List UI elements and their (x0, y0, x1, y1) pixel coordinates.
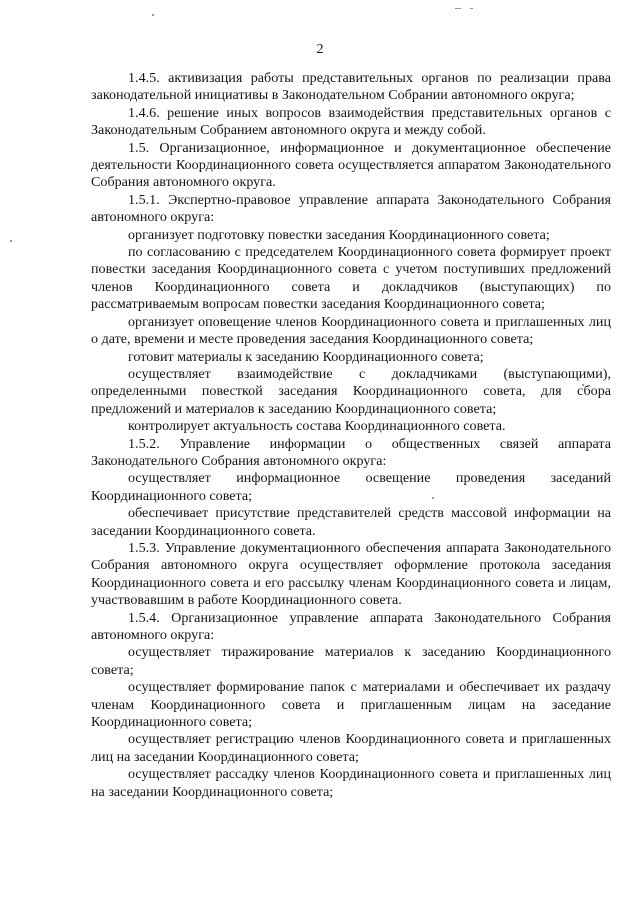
paragraph: осуществляет рассадку членов Координационного совета и приглашенных лиц на заседании Координационного совета; (91, 766, 611, 800)
scan-mark (470, 8, 473, 9)
paragraph: осуществляет тиражирование материалов к заседанию Координационного совета; (91, 644, 611, 678)
paragraph: 1.5.3. Управление документационного обеспечения аппарата Законодательного Собрания автономного округа осуществляет оформление протокола заседания Координационного совета и его рассылку членам Координационного совета и лицам, участвовавшим в работе Координационного совета. (91, 539, 611, 609)
paragraph: 1.5.4. Организационное управление аппарата Законодательного Собрания автономного округа: (91, 609, 611, 643)
document-body (91, 70, 611, 801)
paragraph: 1.5. Организационное, информационное и документационное обеспечение деятельности Координационного совета осуществляется аппаратом Законодательного Собрания автономного округа. (91, 139, 611, 191)
paragraph: осуществляет формирование папок с материалами и обеспечивает их раздачу членам Координационного совета и приглашенным лицам на заседание Координационного совета; (91, 679, 611, 731)
paragraph: 1.5.1. Экспертно-правовое управление аппарата Законодательного Собрания автономного округа: (91, 191, 611, 226)
scan-speck (152, 14, 154, 16)
paragraph: организует подготовку повестки заседания Координационного совета; (128, 226, 550, 243)
page-number: 2 (316, 42, 324, 57)
paragraph: 1.4.6. решение иных вопросов взаимодействия представительных органов с Законодательным Собранием автономного округа и между собой. (91, 104, 611, 139)
paragraph: контролирует актуальность состава Координационного совета. (128, 418, 506, 435)
paragraph: осуществляет информационное освещение проведения заседаний Координационного совета; (91, 470, 611, 504)
paragraph: по согласованию с председателем Координационного совета формирует проект повестки заседания Координационного совета с учетом поступивших предложений членов Координационного совета и докладчиков (выступающих) по рассматриваемым вопросам повестки заседания Координационного совета; (91, 244, 611, 313)
paragraph: организует оповещение членов Координационного совета и приглашенных лиц о дате, времени и месте проведения заседания Координационного совета; (91, 313, 611, 348)
paragraph: 1.4.5. активизация работы представительных органов по реализации права законодательной инициативы в Законодательном Собрании автономного округа; (91, 70, 611, 104)
scan-mark (455, 8, 461, 9)
paragraph: осуществляет взаимодействие с докладчиками (выступающими), определенными повесткой заседания Координационного совета, для сбора предложений и материалов к заседанию Координационного совета; (91, 365, 611, 417)
scan-speck (10, 240, 12, 242)
paragraph: 1.5.2. Управление информации о общественных связей аппарата Законодательного Собрания автономного округа: (91, 435, 611, 469)
paragraph: готовит материалы к заседанию Координационного совета; (128, 348, 484, 365)
paragraph: обеспечивает присутствие представителей средств массовой информации на заседании Координационного совета. (91, 505, 611, 539)
paragraph: осуществляет регистрацию членов Координационного совета и приглашенных лиц на заседании Координационного совета; (91, 731, 611, 765)
